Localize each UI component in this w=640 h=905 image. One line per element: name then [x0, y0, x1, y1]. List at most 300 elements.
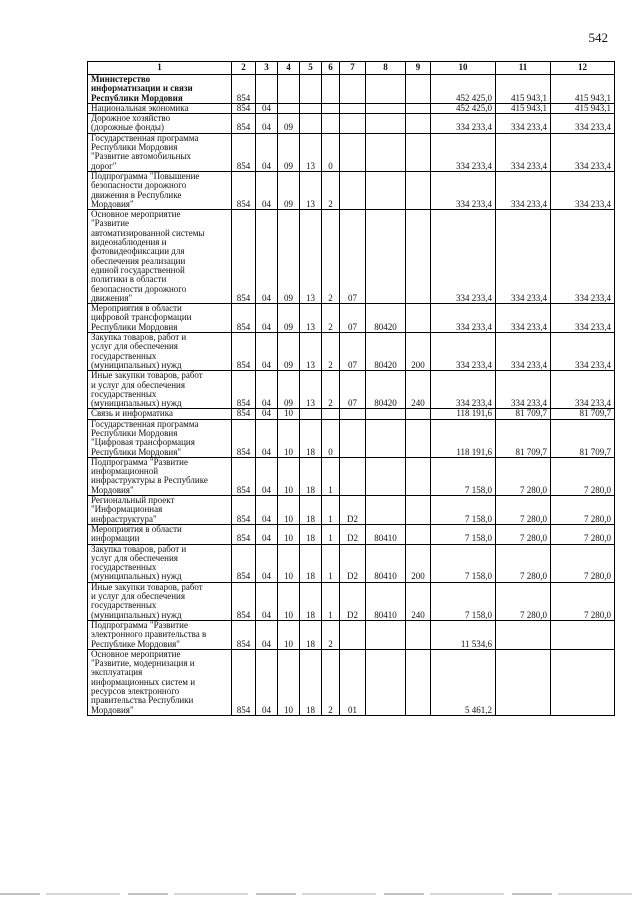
row-name-line: Иные закупки товаров, работ	[91, 370, 203, 381]
cell-col-3: 04	[256, 620, 278, 649]
row-name-line: Региональный проект	[91, 495, 175, 506]
cell-col-6: 0	[322, 419, 340, 457]
row-name-line: эксплуатация	[91, 667, 143, 678]
table-row	[88, 171, 615, 209]
cell-col-2: 854	[232, 524, 256, 544]
cell-col-12: 334 233,4	[551, 133, 615, 171]
cell-col-4: 10	[278, 620, 300, 649]
cell-col-8: 80410	[366, 524, 406, 544]
cell-col-10: 334 233,4	[431, 304, 496, 333]
table-row	[88, 409, 615, 419]
cell-col-3: 04	[256, 210, 278, 304]
cell-col-10: 118 191,6	[431, 419, 496, 457]
table-row	[88, 524, 615, 544]
page-number: 542	[588, 30, 608, 45]
cell-col-8: 80410	[366, 582, 406, 620]
row-name-line: инфраструктура"	[91, 513, 157, 524]
cell-col-4: 09	[278, 210, 300, 304]
cell-col-4: 09	[278, 133, 300, 171]
cell-col-12	[551, 649, 615, 715]
table-row	[88, 457, 615, 495]
column-header: 12	[551, 62, 615, 75]
cell-col-5: 18	[300, 620, 322, 649]
cell-col-6: 1	[322, 457, 340, 495]
row-name-line: информационных систем и	[91, 676, 196, 687]
cell-col-2: 854	[232, 133, 256, 171]
cell-col-12: 7 280,0	[551, 524, 615, 544]
table-row	[88, 133, 615, 171]
cell-col-8	[366, 457, 406, 495]
row-name-line: дорог"	[91, 160, 117, 171]
row-name-line: услуг для обеспечения	[91, 552, 178, 563]
cell-col-5: 18	[300, 419, 322, 457]
cell-col-4: 09	[278, 371, 300, 409]
cell-col-4: 10	[278, 419, 300, 457]
table-header-row	[88, 62, 615, 75]
cell-col-3: 04	[256, 171, 278, 209]
cell-col-5: 13	[300, 371, 322, 409]
cell-col-3	[256, 75, 278, 104]
cell-col-3: 04	[256, 457, 278, 495]
cell-col-3: 04	[256, 114, 278, 134]
row-name-line: "Развитие	[91, 218, 130, 229]
row-name-cell	[88, 333, 232, 371]
cell-col-8	[366, 649, 406, 715]
cell-col-12: 334 233,4	[551, 210, 615, 304]
cell-col-12: 334 233,4	[551, 371, 615, 409]
cell-col-11: 334 233,4	[496, 114, 551, 134]
cell-col-2: 854	[232, 582, 256, 620]
cell-col-5: 18	[300, 544, 322, 582]
column-header: 9	[406, 62, 431, 75]
table-row	[88, 544, 615, 582]
row-name-line: Республики Мордовия	[91, 92, 183, 103]
row-name-line: "Цифровая трансформация	[91, 437, 195, 448]
cell-col-4: 10	[278, 409, 300, 419]
cell-col-2: 854	[232, 371, 256, 409]
row-name-cell	[88, 133, 232, 171]
cell-col-11: 415 943,1	[496, 75, 551, 104]
cell-col-11: 7 280,0	[496, 524, 551, 544]
row-name-line: государственных	[91, 388, 157, 399]
row-name-cell	[88, 582, 232, 620]
cell-col-7: 07	[340, 333, 366, 371]
column-header: 2	[232, 62, 256, 75]
cell-col-11	[496, 620, 551, 649]
row-name-line: единой государственной	[91, 264, 185, 275]
cell-col-2: 854	[232, 457, 256, 495]
row-name-line: Закупка товаров, работ и	[91, 332, 187, 343]
cell-col-6	[322, 75, 340, 104]
row-name-line: (муниципальных) нужд	[91, 398, 182, 409]
cell-col-7: D2	[340, 496, 366, 525]
row-name-line: Республики Мордовия"	[91, 446, 182, 457]
row-name-line: безопасности дорожного	[91, 283, 187, 294]
cell-col-12: 334 233,4	[551, 304, 615, 333]
cell-col-10: 5 461,2	[431, 649, 496, 715]
row-name-line: "Развитие, модернизация и	[91, 658, 195, 669]
row-name-cell	[88, 210, 232, 304]
column-header: 3	[256, 62, 278, 75]
column-header: 5	[300, 62, 322, 75]
cell-col-12: 7 280,0	[551, 457, 615, 495]
cell-col-10: 334 233,4	[431, 371, 496, 409]
row-name-line: движения"	[91, 292, 133, 303]
row-name-line: электронного правительства в	[91, 629, 207, 640]
cell-col-5: 18	[300, 524, 322, 544]
cell-col-12: 81 709,7	[551, 409, 615, 419]
cell-col-5	[300, 409, 322, 419]
cell-col-8	[366, 103, 406, 113]
table-row	[88, 649, 615, 715]
cell-col-7	[340, 114, 366, 134]
cell-col-3: 04	[256, 419, 278, 457]
cell-col-3: 04	[256, 371, 278, 409]
cell-col-10: 7 158,0	[431, 524, 496, 544]
cell-col-7	[340, 171, 366, 209]
cell-col-3: 04	[256, 409, 278, 419]
cell-col-9	[406, 457, 431, 495]
row-name-cell	[88, 75, 232, 104]
row-name-cell	[88, 171, 232, 209]
row-name-line: Республике Мордовия"	[91, 638, 180, 649]
row-name-line: Дорожное хозяйство	[91, 113, 171, 124]
cell-col-7	[340, 620, 366, 649]
row-name-line: правительства Республики	[91, 695, 194, 706]
cell-col-6: 2	[322, 210, 340, 304]
cell-col-2: 854	[232, 496, 256, 525]
cell-col-9: 240	[406, 371, 431, 409]
cell-col-7	[340, 133, 366, 171]
cell-col-2: 854	[232, 304, 256, 333]
cell-col-10: 7 158,0	[431, 496, 496, 525]
cell-col-6: 2	[322, 371, 340, 409]
row-name-cell	[88, 304, 232, 333]
cell-col-6: 2	[322, 333, 340, 371]
cell-col-2: 854	[232, 544, 256, 582]
row-name-cell	[88, 649, 232, 715]
cell-col-11: 7 280,0	[496, 496, 551, 525]
cell-col-12: 7 280,0	[551, 496, 615, 525]
cell-col-4: 10	[278, 457, 300, 495]
cell-col-5: 13	[300, 133, 322, 171]
row-name-line: Подпрограмма "Развитие	[91, 457, 188, 467]
cell-col-10: 118 191,6	[431, 409, 496, 419]
cell-col-9: 240	[406, 582, 431, 620]
row-name-line: цифровой трансформации	[91, 312, 192, 323]
cell-col-4: 09	[278, 304, 300, 333]
table-row	[88, 333, 615, 371]
table-row	[88, 75, 615, 104]
table-row	[88, 371, 615, 409]
row-name-line: государственных	[91, 350, 157, 361]
row-name-line: "Информационная	[91, 504, 163, 515]
cell-col-2: 854	[232, 75, 256, 104]
cell-col-5: 13	[300, 210, 322, 304]
table-row	[88, 103, 615, 113]
cell-col-3: 04	[256, 496, 278, 525]
table-row	[88, 210, 615, 304]
row-name-line: Национальная экономика	[91, 103, 189, 113]
cell-col-6: 2	[322, 649, 340, 715]
row-name-line: и услуг для обеспечения	[91, 591, 186, 602]
column-header: 10	[431, 62, 496, 75]
cell-col-8	[366, 133, 406, 171]
row-name-line: Иные закупки товаров, работ	[91, 582, 203, 592]
column-header: 6	[322, 62, 340, 75]
cell-col-9	[406, 114, 431, 134]
cell-col-11: 334 233,4	[496, 210, 551, 304]
cell-col-8	[366, 171, 406, 209]
row-name-line: государственных	[91, 562, 157, 573]
cell-col-9	[406, 210, 431, 304]
cell-col-4: 10	[278, 524, 300, 544]
cell-col-6: 2	[322, 620, 340, 649]
column-header: 11	[496, 62, 551, 75]
cell-col-10: 334 233,4	[431, 133, 496, 171]
cell-col-7	[340, 457, 366, 495]
cell-col-8: 80410	[366, 544, 406, 582]
cell-col-8: 80420	[366, 304, 406, 333]
cell-col-3: 04	[256, 582, 278, 620]
cell-col-3: 04	[256, 304, 278, 333]
cell-col-12: 7 280,0	[551, 582, 615, 620]
cell-col-10: 452 425,0	[431, 103, 496, 113]
cell-col-9	[406, 171, 431, 209]
row-name-cell	[88, 419, 232, 457]
cell-col-9	[406, 620, 431, 649]
cell-col-11: 334 233,4	[496, 333, 551, 371]
cell-col-3: 04	[256, 103, 278, 113]
cell-col-11: 81 709,7	[496, 419, 551, 457]
cell-col-8	[366, 620, 406, 649]
row-name-cell	[88, 114, 232, 134]
row-name-line: "Развитие автомобильных	[91, 151, 192, 162]
cell-col-9	[406, 133, 431, 171]
cell-col-10: 452 425,0	[431, 75, 496, 104]
cell-col-7	[340, 419, 366, 457]
cell-col-11: 334 233,4	[496, 371, 551, 409]
row-name-line: Мордовия"	[91, 198, 134, 209]
cell-col-6	[322, 409, 340, 419]
cell-col-3: 04	[256, 133, 278, 171]
cell-col-6	[322, 114, 340, 134]
row-name-line: обеспечения реализации	[91, 255, 186, 266]
cell-col-11: 81 709,7	[496, 409, 551, 419]
row-name-line: движения в Республике	[91, 189, 182, 200]
row-name-line: ресурсов электронного	[91, 686, 180, 696]
cell-col-12: 334 233,4	[551, 171, 615, 209]
column-header: 1	[88, 62, 232, 75]
row-name-line: услуг для обеспечения	[91, 341, 178, 352]
cell-col-9: 200	[406, 333, 431, 371]
cell-col-10: 7 158,0	[431, 457, 496, 495]
cell-col-4	[278, 75, 300, 104]
row-name-line: Мероприятия в области	[91, 303, 182, 314]
cell-col-4: 10	[278, 544, 300, 582]
cell-col-5: 13	[300, 171, 322, 209]
row-name-line: Государственная программа	[91, 419, 199, 429]
cell-col-8: 80420	[366, 333, 406, 371]
cell-col-2: 854	[232, 409, 256, 419]
cell-col-9: 200	[406, 544, 431, 582]
row-name-line: (муниципальных) нужд	[91, 571, 182, 582]
cell-col-10: 334 233,4	[431, 114, 496, 134]
row-name-line: Мордовия"	[91, 484, 134, 495]
cell-col-4: 09	[278, 114, 300, 134]
cell-col-4: 09	[278, 171, 300, 209]
cell-col-11: 7 280,0	[496, 457, 551, 495]
cell-col-5	[300, 114, 322, 134]
row-name-line: видеонаблюдения и	[91, 237, 167, 248]
cell-col-2: 854	[232, 649, 256, 715]
cell-col-2: 854	[232, 620, 256, 649]
row-name-line: (дорожные фонды)	[91, 122, 164, 133]
budget-table	[87, 61, 615, 716]
cell-col-8	[366, 496, 406, 525]
cell-col-5	[300, 75, 322, 104]
cell-col-4	[278, 103, 300, 113]
cell-col-2: 854	[232, 103, 256, 113]
row-name-line: и услуг для обеспечения	[91, 379, 186, 390]
row-name-line: Мероприятия в области	[91, 524, 182, 534]
cell-col-5: 13	[300, 304, 322, 333]
cell-col-8	[366, 409, 406, 419]
cell-col-12: 415 943,1	[551, 75, 615, 104]
cell-col-10: 11 534,6	[431, 620, 496, 649]
table-row	[88, 114, 615, 134]
row-name-cell	[88, 103, 232, 113]
cell-col-7	[340, 75, 366, 104]
row-name-line: инфраструктуры в Республике	[91, 475, 208, 486]
cell-col-5: 18	[300, 457, 322, 495]
cell-col-4: 09	[278, 333, 300, 371]
cell-col-12	[551, 620, 615, 649]
row-name-line: Подпрограмма "Повышение	[91, 171, 200, 181]
cell-col-11: 334 233,4	[496, 171, 551, 209]
bottom-scan-rule	[0, 893, 640, 895]
cell-col-2: 854	[232, 210, 256, 304]
cell-col-5: 18	[300, 496, 322, 525]
cell-col-6	[322, 103, 340, 113]
cell-col-6: 2	[322, 171, 340, 209]
cell-col-5: 18	[300, 582, 322, 620]
row-name-cell	[88, 457, 232, 495]
row-name-line: Закупка товаров, работ и	[91, 544, 187, 554]
row-name-line: Государственная программа	[91, 133, 199, 143]
table-row	[88, 582, 615, 620]
cell-col-5	[300, 103, 322, 113]
cell-col-7	[340, 409, 366, 419]
cell-col-6: 1	[322, 496, 340, 525]
cell-col-9	[406, 649, 431, 715]
cell-col-3: 04	[256, 649, 278, 715]
cell-col-2: 854	[232, 333, 256, 371]
cell-col-12: 334 233,4	[551, 333, 615, 371]
cell-col-11: 415 943,1	[496, 103, 551, 113]
row-name-line: (муниципальных) нужд	[91, 609, 182, 620]
row-name-line: государственных	[91, 600, 157, 611]
row-name-line: Республики Мордовия	[91, 427, 178, 438]
cell-col-7: 07	[340, 304, 366, 333]
cell-col-9	[406, 75, 431, 104]
column-header: 8	[366, 62, 406, 75]
cell-col-11: 7 280,0	[496, 544, 551, 582]
cell-col-7: 07	[340, 210, 366, 304]
cell-col-12: 81 709,7	[551, 419, 615, 457]
column-header: 7	[340, 62, 366, 75]
row-name-line: Подпрограмма "Развитие	[91, 620, 188, 630]
row-name-line: (муниципальных) нужд	[91, 359, 182, 370]
cell-col-2: 854	[232, 419, 256, 457]
cell-col-10: 7 158,0	[431, 582, 496, 620]
cell-col-10: 334 233,4	[431, 171, 496, 209]
cell-col-8	[366, 419, 406, 457]
cell-col-7: D2	[340, 582, 366, 620]
cell-col-11: 7 280,0	[496, 582, 551, 620]
cell-col-7: D2	[340, 544, 366, 582]
cell-col-9	[406, 103, 431, 113]
cell-col-4: 10	[278, 496, 300, 525]
cell-col-7: 07	[340, 371, 366, 409]
cell-col-6: 2	[322, 304, 340, 333]
column-header: 4	[278, 62, 300, 75]
row-name-cell	[88, 496, 232, 525]
cell-col-8: 80420	[366, 371, 406, 409]
cell-col-10: 334 233,4	[431, 333, 496, 371]
row-name-line: информатизации и связи	[91, 83, 193, 94]
row-name-line: Министерство	[91, 74, 151, 84]
cell-col-6: 1	[322, 524, 340, 544]
cell-col-6: 0	[322, 133, 340, 171]
row-name-line: автоматизированной системы	[91, 227, 205, 238]
row-name-cell	[88, 544, 232, 582]
row-name-line: Основное мероприятие	[91, 209, 181, 220]
row-name-line: Республики Мордовия	[91, 142, 178, 153]
row-name-line: информации	[91, 533, 140, 544]
cell-col-8	[366, 114, 406, 134]
row-name-line: Республики Мордовия	[91, 321, 178, 332]
cell-col-9	[406, 304, 431, 333]
cell-col-7	[340, 103, 366, 113]
cell-col-8	[366, 210, 406, 304]
cell-col-11: 334 233,4	[496, 133, 551, 171]
cell-col-11	[496, 649, 551, 715]
row-name-line: фотовидеофиксации для	[91, 246, 185, 257]
cell-col-6: 1	[322, 544, 340, 582]
row-name-cell	[88, 371, 232, 409]
cell-col-7: 01	[340, 649, 366, 715]
cell-col-4: 10	[278, 582, 300, 620]
cell-col-5: 18	[300, 649, 322, 715]
cell-col-12: 7 280,0	[551, 544, 615, 582]
row-name-line: информационной	[91, 466, 159, 477]
row-name-line: Связь и информатика	[91, 408, 173, 419]
cell-col-3: 04	[256, 524, 278, 544]
cell-col-7: D2	[340, 524, 366, 544]
cell-col-11: 334 233,4	[496, 304, 551, 333]
table-row	[88, 304, 615, 333]
row-name-line: безопасности дорожного	[91, 180, 187, 191]
row-name-cell	[88, 620, 232, 649]
cell-col-9	[406, 496, 431, 525]
row-name-line: Основное мероприятие	[91, 649, 181, 659]
cell-col-3: 04	[256, 333, 278, 371]
cell-col-2: 854	[232, 114, 256, 134]
row-name-line: Мордовия"	[91, 704, 134, 715]
table-row	[88, 620, 615, 649]
cell-col-4: 10	[278, 649, 300, 715]
